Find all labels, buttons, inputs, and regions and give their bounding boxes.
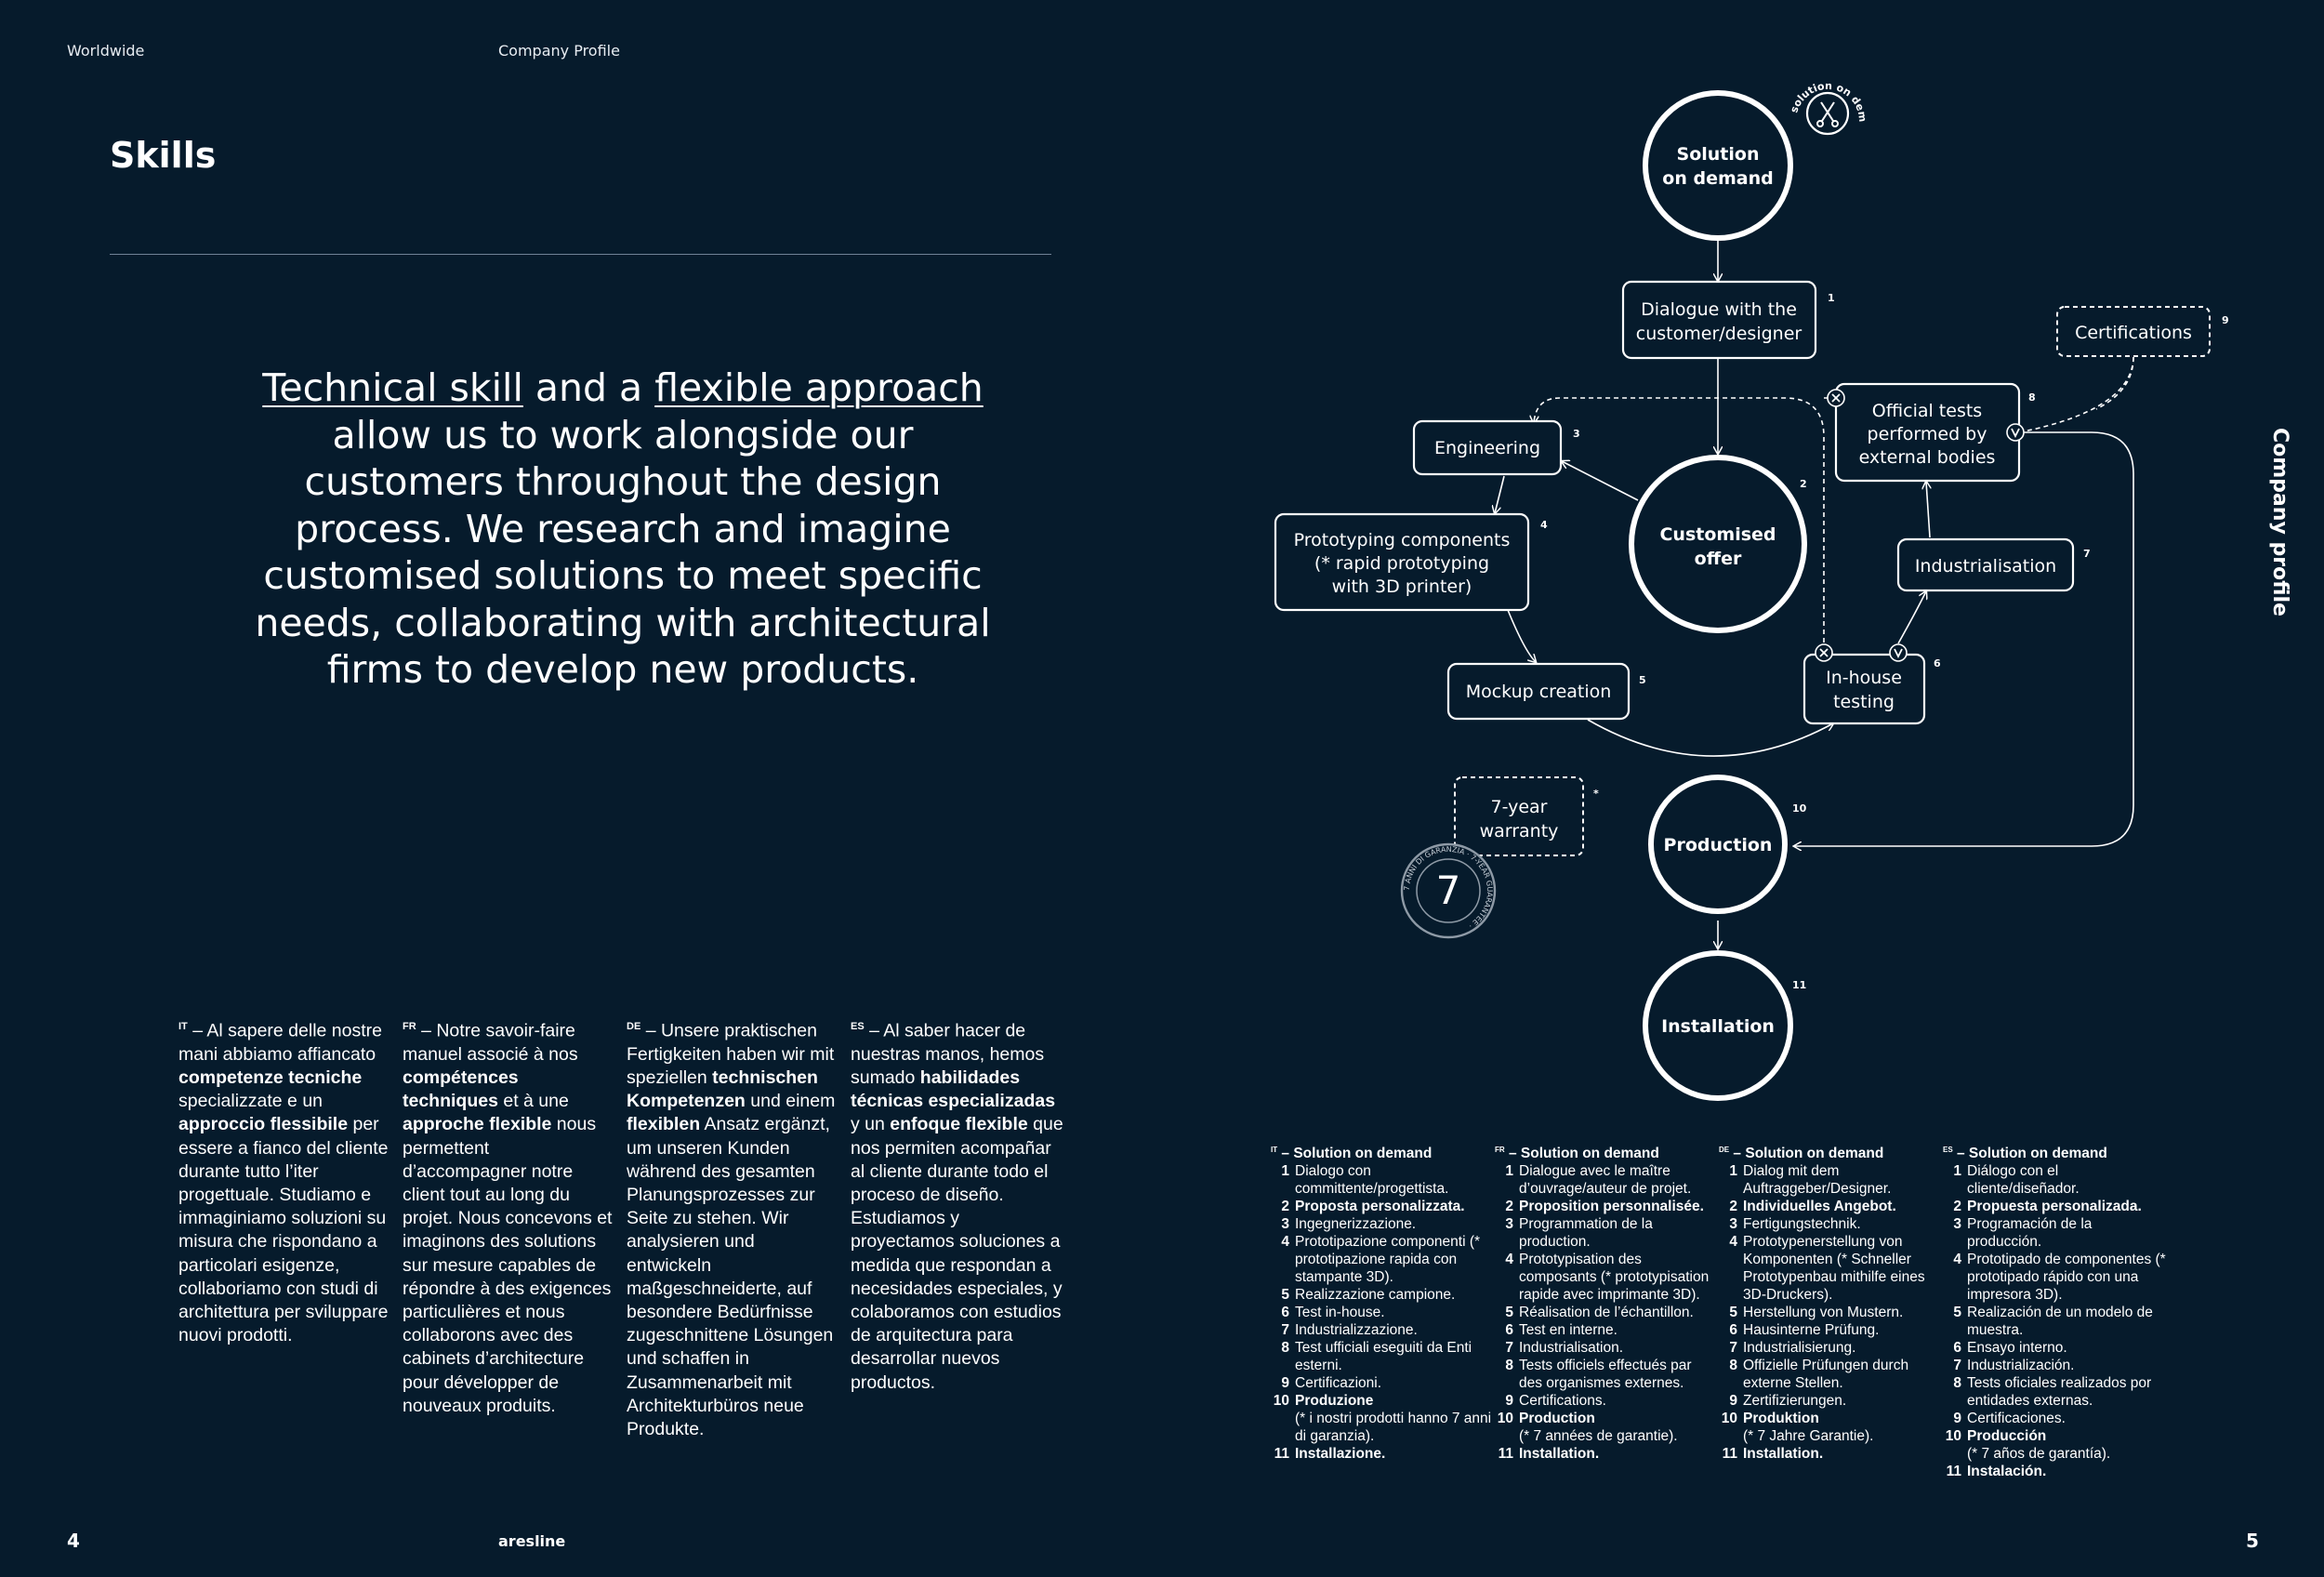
step-number-warranty: *	[1593, 788, 1599, 800]
body-text: – Al sapere delle nostre mani abbiamo affiancato	[178, 1020, 382, 1065]
headline-technical-skill: Technical skill	[262, 365, 523, 410]
legend-item: 7 Industrialisierung.	[1729, 1340, 1856, 1357]
legend-item: 7 Industrialisation.	[1505, 1340, 1624, 1357]
legend-item: 6 Hausinterne Prüfung.	[1729, 1322, 1880, 1339]
label-solution-1: Solution	[1676, 144, 1760, 165]
legend-item: 11 Installazione.	[1274, 1446, 1386, 1463]
label-production: Production	[1663, 835, 1773, 855]
language-tag: DE	[627, 1021, 641, 1032]
legend-title: $^{FR}$ – Solution on demand	[1495, 1146, 1659, 1162]
legend-it	[1271, 1141, 1494, 1463]
legend-item: 10 Production	[1497, 1411, 1595, 1427]
svg-text:solution on demand	[1236, 56, 1868, 123]
text-column-de	[627, 1015, 840, 1441]
legend-item: 10 Producción	[1945, 1428, 2047, 1445]
body-text: specializzate e un	[178, 1091, 324, 1112]
legend-item: 4 Prototipado de componentes (* prototipado rápido con una impresora 3D).	[1953, 1252, 2166, 1304]
legend-item: 9 Zertifizierungen.	[1729, 1393, 1847, 1410]
label-offer-1: Customised	[1659, 524, 1776, 545]
label-industrialisation: Industrialisation	[1914, 556, 2057, 576]
legend-item: 4 Prototypisation des composants (* prototypisation rapide avec imprimante 3D).	[1505, 1252, 1710, 1304]
legend-item: 9 Certificaciones.	[1953, 1411, 2066, 1427]
step-number-1: 1	[1828, 292, 1835, 304]
warranty-seal	[1402, 844, 1495, 937]
badge-text: solution on dem	[1788, 79, 1869, 123]
legend-es	[1943, 1141, 2166, 1480]
body-text: per essere a fianco del cliente durante tutto l’iter progettuale. Studiamo e immaginiamo soluzioni su misura che rispondano a particolari esigenze, collaboriamo con studi di architettura per sviluppare nuovi prodotti.	[178, 1114, 389, 1346]
brand-logo: aresline	[498, 1532, 566, 1550]
label-certifications: Certifications	[2075, 323, 2192, 343]
label-installation: Installation	[1661, 1016, 1775, 1037]
title-divider	[110, 254, 1051, 255]
approve-marker-icon-2	[1890, 644, 1907, 661]
legend-item: 7 Industrialización.	[1953, 1358, 2075, 1374]
language-tag: ES	[851, 1021, 865, 1032]
label-dialogue-2: customer/designer	[1635, 324, 1802, 344]
process-flow-diagram	[1236, 56, 2287, 1116]
emphasis-text: approche flexible	[403, 1114, 552, 1135]
legend-item: 6 Test in-house.	[1281, 1305, 1385, 1321]
body-text: nous permettent d’accompagner notre client tout au long du projet. Nous concevons et imaginons des solutions sur mesure capables de répondre à des exigences particulières et nous collaborons avec des cabinets d’architecture pour développer de nouveaux produits.	[403, 1114, 613, 1416]
label-mockup: Mockup creation	[1465, 682, 1612, 702]
legend-de	[1719, 1141, 1942, 1463]
emphasis-text: compétences techniques	[403, 1067, 519, 1112]
legend-title: $^{ES}$ – Solution on demand	[1943, 1146, 2107, 1162]
step-number-8: 8	[2028, 391, 2036, 404]
legend-item: (* 7 Jahre Garantie).	[1743, 1428, 1874, 1445]
headline-connector: and a	[522, 365, 655, 410]
legend-item: 1 Dialog mit dem Auftraggeber/Designer.	[1729, 1163, 1892, 1198]
step-number-10: 10	[1792, 802, 1807, 815]
seal-ring-text: 7 ANNI DI GARANZIA · 7-YEAR GUARANTEE ·	[1402, 844, 1495, 931]
legend-item: 7 Industrializzazione.	[1281, 1322, 1418, 1339]
label-solution-2: on demand	[1662, 168, 1774, 189]
page-number-right: 5	[2246, 1530, 2259, 1552]
legend-item: 8 Test ufficiali eseguiti da Enti esterni.	[1281, 1340, 1472, 1374]
node-in-house-testing	[1804, 655, 1924, 723]
label-testing-1: In-house	[1826, 668, 1902, 688]
legend-item: 11 Installation.	[1722, 1446, 1824, 1463]
legend-item: 3 Fertigungstechnik.	[1729, 1216, 1861, 1233]
legend-item: 1 Dialogue avec le maître d’ouvrage/auteur de projet.	[1505, 1163, 1692, 1198]
text-column-fr	[403, 1015, 616, 1418]
text-column-it	[178, 1015, 392, 1347]
legend-item: 3 Programmation de la production.	[1505, 1216, 1653, 1251]
emphasis-text: technischen Kompetenzen	[627, 1067, 818, 1112]
label-prototyping-3: with 3D printer)	[1331, 576, 1472, 597]
legend-item: 5 Herstellung von Mustern.	[1729, 1305, 1904, 1321]
body-text: Ansatz ergänzt, um unseren Kunden während des gesamten Planungsprozesses zur Seite zu stehen. Wir analysieren und entwickeln maßgeschneiderte, auf besondere Bedürfnisse zugeschnittene Lösungen und schaffen in Zusammenarbeit mit Architekturbüros neue Produkte.	[627, 1114, 834, 1439]
label-official-1: Official tests	[1871, 401, 1983, 421]
legend-item: 9 Certificazioni.	[1281, 1375, 1382, 1392]
emphasis-text: habilidades técnicas especializadas	[851, 1067, 1056, 1112]
legend-item: 1 Diálogo con el cliente/diseñador.	[1953, 1163, 2080, 1198]
legend-item: 3 Ingegnerizzazione.	[1281, 1216, 1417, 1233]
legend-item: 11 Installation.	[1498, 1446, 1600, 1463]
legend-item: 9 Certifications.	[1505, 1393, 1606, 1410]
header-company-profile: Company Profile	[498, 42, 620, 60]
legend-item: 1 Dialogo con committente/progettista.	[1281, 1163, 1449, 1198]
body-text: – Notre savoir-faire manuel associé à nos	[403, 1020, 578, 1065]
emphasis-text: competenze tecniche	[178, 1067, 363, 1088]
emphasis-text: approccio flessibile	[178, 1114, 349, 1135]
body-text: – Unsere praktischen Fertigkeiten haben wir mit speziellen	[627, 1020, 835, 1088]
page-number-left: 4	[67, 1530, 80, 1552]
step-number-4: 4	[1540, 519, 1548, 531]
headline-flexible-approach: flexible approach	[654, 365, 984, 410]
label-prototyping-2: (* rapid prototyping	[1314, 553, 1490, 574]
emphasis-text: flexiblen	[627, 1114, 701, 1135]
legend-item: 5 Realización de un modelo de muestra.	[1953, 1305, 2153, 1339]
legend-item: 10 Produktion	[1721, 1411, 1819, 1427]
label-official-2: performed by	[1867, 424, 1987, 444]
body-text: – Al saber hacer de nuestras manos, hemos sumado	[851, 1020, 1045, 1088]
page-title: Skills	[110, 135, 217, 176]
step-number-2: 2	[1800, 478, 1807, 490]
legend-item: 6 Test en interne.	[1505, 1322, 1618, 1339]
body-text: et à une	[497, 1091, 569, 1112]
label-prototyping-1: Prototyping components	[1293, 530, 1511, 550]
text-column-es	[851, 1015, 1064, 1395]
legend-title: $^{IT}$ – Solution on demand	[1271, 1146, 1433, 1162]
legend-item: 8 Tests oficiales realizados por entidades externas.	[1953, 1375, 2152, 1410]
step-number-6: 6	[1934, 657, 1941, 669]
node-solution-on-demand	[1645, 93, 1790, 238]
body-text: und einem	[745, 1091, 836, 1112]
step-number-9: 9	[2222, 314, 2229, 326]
legend-item: (* 7 années de garantie).	[1519, 1428, 1678, 1445]
label-testing-2: testing	[1833, 692, 1895, 712]
language-tag: IT	[178, 1021, 188, 1032]
legend-item: 4 Prototipazione componenti (* prototipazione rapida con stampante 3D).	[1281, 1234, 1481, 1286]
legend-item: 2 Individuelles Angebot.	[1729, 1199, 1896, 1215]
legend-item: 2 Propuesta personalizada.	[1953, 1199, 2142, 1215]
body-text: y un	[851, 1114, 891, 1135]
label-engineering: Engineering	[1434, 438, 1540, 458]
legend-item: 11 Instalación.	[1946, 1464, 2047, 1480]
step-number-11: 11	[1792, 979, 1807, 991]
legend-item: 3 Programación de la producción.	[1953, 1216, 2093, 1251]
headline	[232, 364, 1013, 694]
body-text: que nos permiten acompañar al cliente durante todo el proceso de diseño. Estudiamos y proyectamos soluciones a medida que respondan a necesidades especiales, y colaboramos con estudios de arquitectura para desarrollar nuevos productos.	[851, 1114, 1063, 1393]
label-dialogue-1: Dialogue with the	[1641, 299, 1797, 320]
label-warranty-1: 7-year	[1490, 797, 1548, 817]
seal-number: 7	[1435, 868, 1461, 913]
legend-item: 4 Prototypenerstellung von Komponenten (* Schneller Prototypenbau mithilfe eines 3D-Druckers).	[1729, 1234, 1925, 1304]
side-label: Company profile	[2268, 428, 2291, 616]
label-official-3: external bodies	[1858, 447, 1996, 468]
legend-fr	[1495, 1141, 1718, 1463]
approve-marker-icon	[2007, 424, 2024, 441]
header-worldwide: Worldwide	[67, 42, 145, 60]
legend-item: 2 Proposition personnalisée.	[1505, 1199, 1704, 1215]
legend-item: 8 Offizielle Prüfungen durch externe Stellen.	[1729, 1358, 1909, 1392]
step-number-5: 5	[1639, 674, 1646, 686]
step-number-3: 3	[1573, 428, 1580, 440]
legend-item: (* 7 años de garantía).	[1967, 1446, 2111, 1463]
language-tag: FR	[403, 1021, 416, 1032]
legend-item: 2 Proposta personalizzata.	[1281, 1199, 1465, 1215]
legend-title: $^{DE}$ – Solution on demand	[1719, 1146, 1884, 1162]
label-warranty-2: warranty	[1479, 821, 1559, 842]
headline-body: allow us to work alongside our customers throughout the design process. We research and imagine customised solutions to meet specific needs, collaborating with architectural firms to develop new products.	[255, 412, 991, 692]
legend-item: 8 Tests officiels effectués par des organismes externes.	[1505, 1358, 1692, 1392]
node-dialogue	[1623, 282, 1816, 358]
emphasis-text: enfoque flexible	[890, 1114, 1028, 1135]
legend-item: 10 Produzione	[1273, 1393, 1374, 1410]
legend-item: 5 Réalisation de l’échantillon.	[1505, 1305, 1694, 1321]
step-number-7: 7	[2083, 548, 2091, 560]
label-offer-2: offer	[1694, 549, 1742, 569]
legend-item: 5 Realizzazione campione.	[1281, 1287, 1456, 1304]
legend-item: (* i nostri prodotti hanno 7 anni di garanzia).	[1295, 1411, 1492, 1445]
legend-item: 6 Ensayo interno.	[1953, 1340, 2067, 1357]
